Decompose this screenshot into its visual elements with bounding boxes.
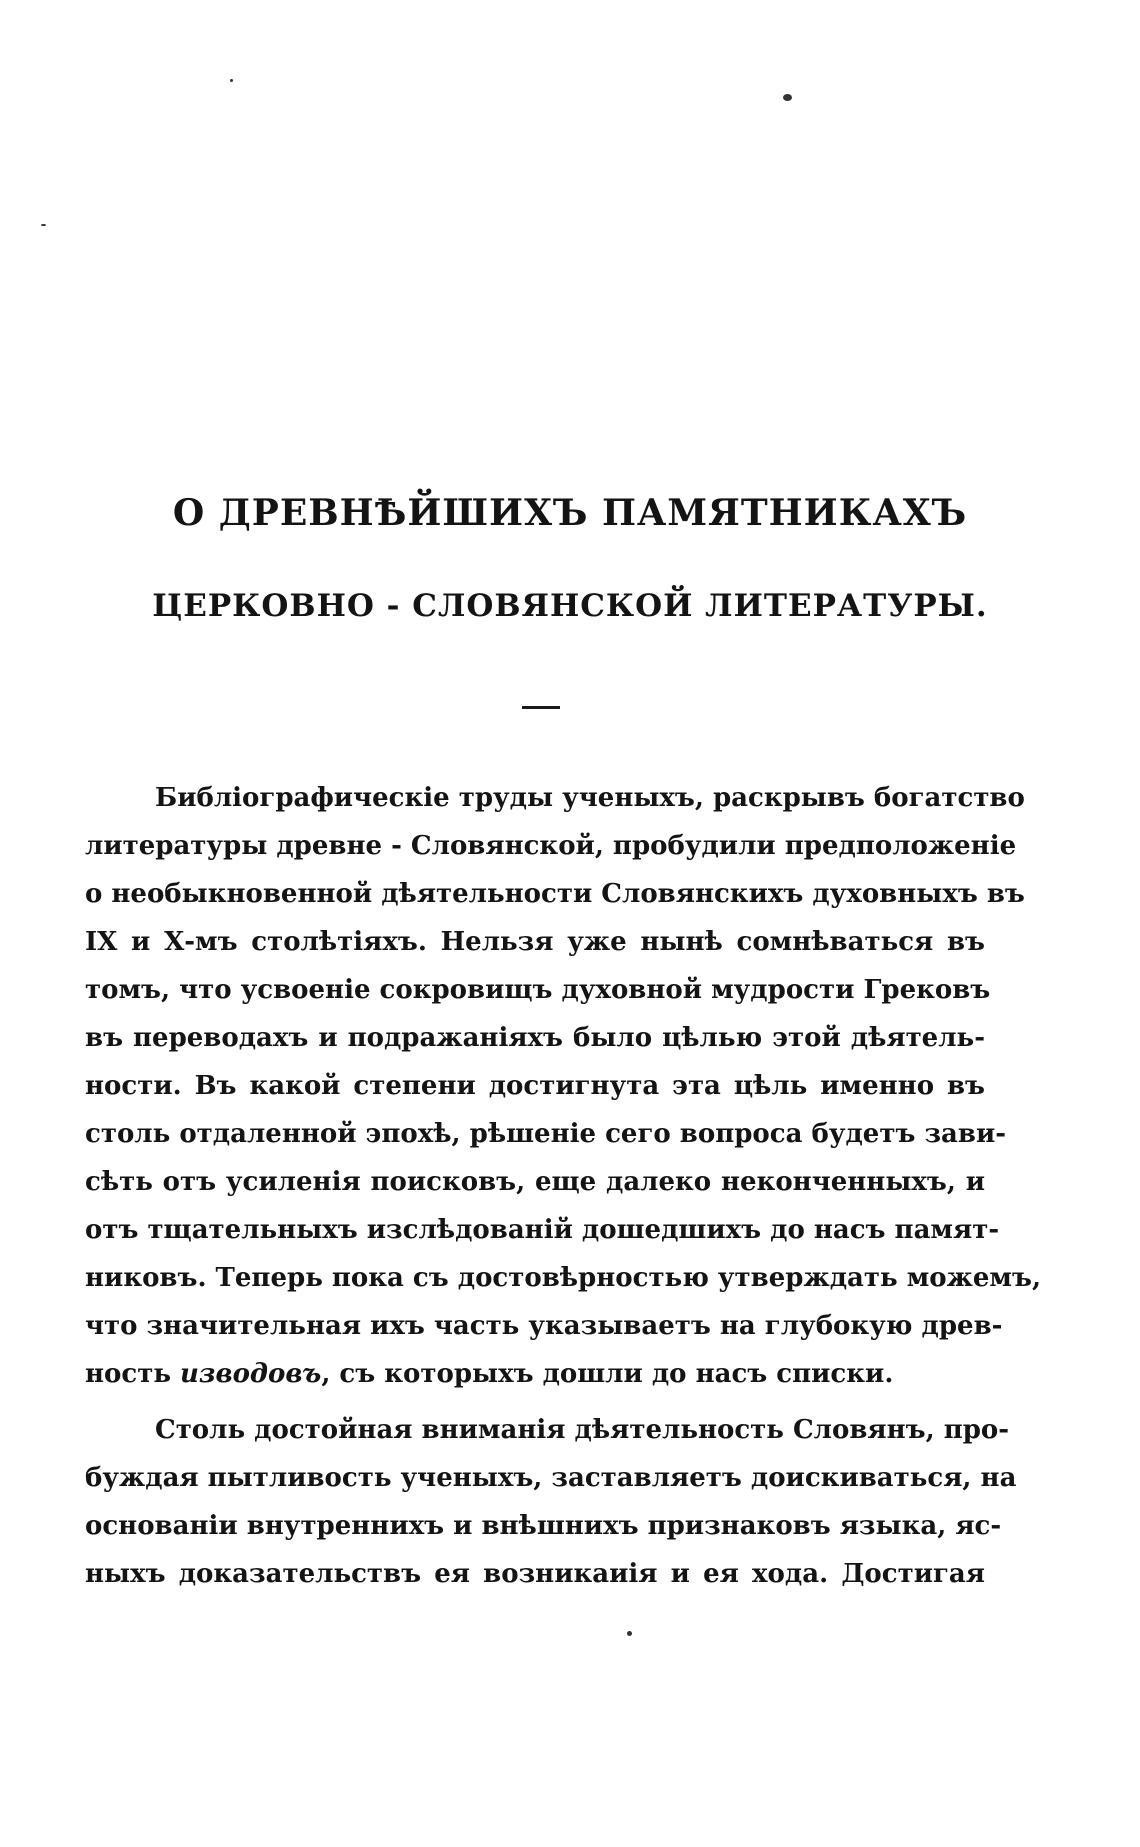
text-line: въ переводахъ и подражаніяхъ было цѣлью этой дѣятель- (85, 1023, 985, 1053)
print-speck (41, 224, 46, 226)
text-line: ности. Въ какой степени достигнута эта цѣль именно въ (85, 1071, 985, 1101)
paragraph-2 (85, 1406, 1017, 1598)
print-speck (627, 1631, 632, 1636)
italic-term: изводовъ (180, 1359, 322, 1389)
text-line: основаніи внутреннихъ и внѣшнихъ признаковъ языка, яс- (85, 1511, 1002, 1541)
text-line: Библіографическіе труды ученыхъ, раскрывъ богатство (155, 783, 1025, 813)
text-line-last (85, 1350, 985, 1398)
text-line: никовъ. Теперь пока съ достовѣрностью утверждать можемъ, (85, 1263, 1041, 1293)
text-line: томъ, что усвоеніе сокровищъ духовной мудрости Грековъ (85, 975, 991, 1005)
page-title: О ДРЕВНѢЙШИХЪ ПАМЯТНИКАХЪ (172, 492, 968, 534)
text-segment: , съ которыхъ дошли до насъ списки. (321, 1359, 894, 1389)
print-speck (230, 79, 233, 82)
text-line: о необыкновенной дѣятельности Словянскихъ духовныхъ въ (85, 879, 1025, 909)
print-speck (783, 94, 792, 101)
body-text (85, 774, 1041, 1598)
text-line: буждая пытливость ученыхъ, заставляетъ доискиваться, на (85, 1463, 1017, 1493)
paragraph-1 (85, 774, 1041, 1398)
text-line: сѣть отъ усиленія поисковъ, еще далеко неконченныхъ, и (85, 1167, 985, 1197)
title-divider (522, 706, 560, 709)
text-line: литературы древне - Словянской, пробудили предположеніе (85, 831, 1017, 861)
page-subtitle: ЦЕРКОВНО - СЛОВЯНСКОЙ ЛИТЕРАТУРЫ. (152, 588, 988, 624)
text-line: отъ тщательныхъ изслѣдованій дошедшихъ до насъ памят- (85, 1215, 1000, 1245)
text-line: ныхъ доказательствъ ея возникаиія и ея хода. Достигая (85, 1559, 985, 1589)
text-line: столь отдаленной эпохѣ, рѣшеніе сего вопроса будетъ зави- (85, 1119, 1007, 1149)
text-segment: ность (85, 1359, 181, 1389)
text-line: что значительная ихъ часть указываетъ на глубокую древ- (85, 1311, 1003, 1341)
text-line: IX и Х-мъ столѣтіяхъ. Нельзя уже нынѣ сомнѣваться въ (85, 927, 985, 957)
text-line: Столь достойная вниманія дѣятельность Словянъ, про- (155, 1415, 1010, 1445)
